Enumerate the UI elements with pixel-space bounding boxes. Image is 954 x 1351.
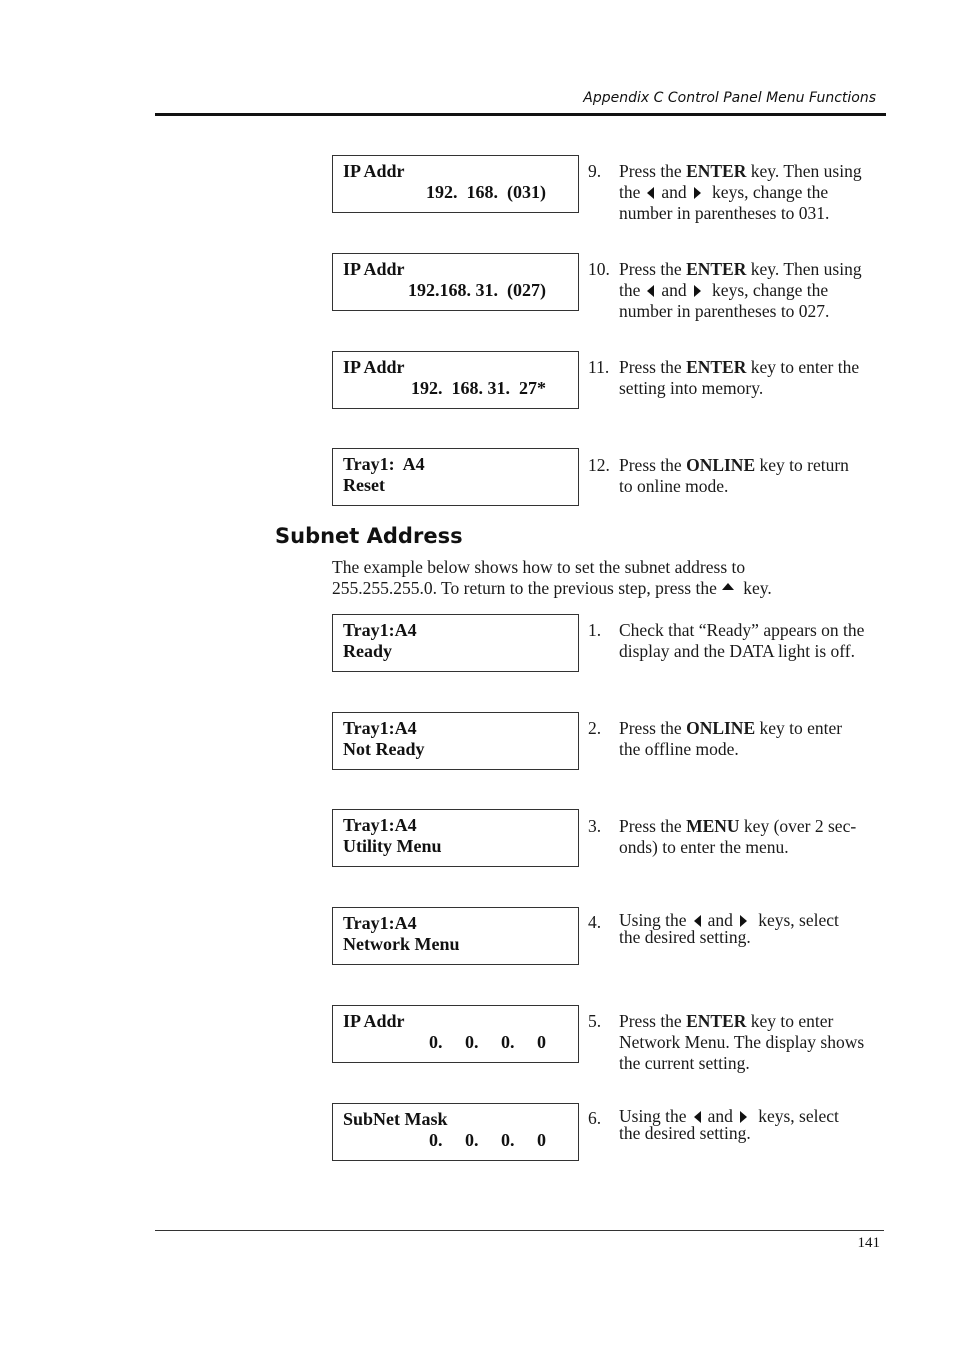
right-arrow-icon bbox=[694, 187, 701, 199]
lcd-line-2: Utility Menu bbox=[343, 836, 442, 856]
lcd-display bbox=[332, 1103, 579, 1161]
step-number: 4. bbox=[588, 912, 602, 932]
key-name: ENTER bbox=[686, 161, 747, 181]
lcd-display bbox=[332, 253, 579, 311]
step-text-part: keys, change the bbox=[707, 182, 829, 202]
step-number: 12. bbox=[588, 455, 610, 475]
step-text-part: keys, select bbox=[753, 1106, 839, 1126]
lcd-display bbox=[332, 351, 579, 409]
step-text-part: setting into memory. bbox=[619, 378, 764, 398]
lcd-line-1: SubNet Mask bbox=[343, 1109, 448, 1129]
lcd-display bbox=[332, 809, 579, 867]
step-text-part: Press the bbox=[619, 455, 687, 475]
step-number: 6. bbox=[588, 1108, 602, 1128]
step-text-part: and bbox=[707, 910, 733, 930]
step-text-part: Using the bbox=[619, 1106, 687, 1126]
lcd-line-1: Tray1:A4 bbox=[343, 815, 417, 835]
step-text-part: Press the bbox=[619, 1011, 687, 1031]
step-text-part: Press the bbox=[619, 357, 687, 377]
lcd-line-1: IP Addr bbox=[343, 259, 405, 279]
step-text-part: key to enter bbox=[755, 718, 843, 738]
left-arrow-icon bbox=[694, 1111, 701, 1123]
lcd-line-1: Tray1:A4 bbox=[343, 718, 417, 738]
step-text-part: keys, change the bbox=[707, 280, 829, 300]
step-text-part: key. Then using bbox=[746, 161, 862, 181]
step-text-part: and bbox=[661, 280, 687, 300]
step-number: 9. bbox=[588, 161, 602, 181]
step-text-part: Press the bbox=[619, 161, 687, 181]
step-text-part: number in parentheses to 031. bbox=[619, 203, 830, 223]
key-name: MENU bbox=[686, 816, 740, 836]
lcd-line-1: IP Addr bbox=[343, 161, 405, 181]
step-text bbox=[619, 161, 884, 224]
lcd-display bbox=[332, 155, 579, 213]
lcd-line-1: IP Addr bbox=[343, 357, 405, 377]
left-arrow-icon bbox=[647, 285, 654, 297]
step-text bbox=[619, 718, 884, 760]
key-name: ONLINE bbox=[686, 718, 756, 738]
step-text bbox=[619, 357, 884, 399]
step-text-part: key to enter the bbox=[746, 357, 860, 377]
step-text-part: Press the bbox=[619, 816, 687, 836]
step-number: 10. bbox=[588, 259, 610, 279]
lcd-line-1: Tray1:A4 bbox=[343, 913, 417, 933]
step-text-part: and bbox=[707, 1106, 733, 1126]
lcd-line-2: Ready bbox=[343, 641, 392, 661]
lcd-display bbox=[332, 448, 579, 506]
step-text-part: key. Then using bbox=[746, 259, 862, 279]
step-text-part: Network Menu. The display shows bbox=[619, 1032, 865, 1052]
lcd-display bbox=[332, 907, 579, 965]
intro-text: key. bbox=[738, 578, 772, 598]
step-text bbox=[619, 816, 884, 858]
footer-rule bbox=[155, 1230, 884, 1231]
key-name: ENTER bbox=[686, 259, 747, 279]
step-text-part: the desired setting. bbox=[619, 927, 751, 947]
running-header: Appendix C Control Panel Menu Functions bbox=[583, 90, 876, 106]
left-arrow-icon bbox=[694, 915, 701, 927]
lcd-display bbox=[332, 1005, 579, 1063]
step-text-part: Using the bbox=[619, 910, 687, 930]
step-text-part: key (over 2 sec- bbox=[739, 816, 857, 836]
lcd-line-2: 192. 168. 31. 27* bbox=[411, 378, 546, 398]
intro-text: 255.255.255.0. To return to the previous step, press the bbox=[332, 578, 717, 598]
step-text-part: number in parentheses to 027. bbox=[619, 301, 830, 321]
right-arrow-icon bbox=[740, 1111, 747, 1123]
lcd-line-2: Reset bbox=[343, 475, 385, 495]
step-text-part: display and the DATA light is off. bbox=[619, 641, 855, 661]
lcd-line-2: Network Menu bbox=[343, 934, 460, 954]
lcd-line-1: IP Addr bbox=[343, 1011, 405, 1031]
step-number: 2. bbox=[588, 718, 602, 738]
lcd-display bbox=[332, 712, 579, 770]
step-text-part: and bbox=[661, 182, 687, 202]
intro-paragraph bbox=[332, 557, 852, 599]
step-text-part: onds) to enter the menu. bbox=[619, 837, 789, 857]
step-number: 3. bbox=[588, 816, 602, 836]
step-text bbox=[619, 455, 884, 497]
step-text-part: Press the bbox=[619, 259, 687, 279]
key-name: ENTER bbox=[686, 1011, 747, 1031]
up-arrow-icon bbox=[722, 583, 734, 590]
step-text bbox=[619, 620, 884, 662]
step-text-part: the offline mode. bbox=[619, 739, 739, 759]
step-number: 5. bbox=[588, 1011, 602, 1031]
step-text-part: the current setting. bbox=[619, 1053, 750, 1073]
step-text bbox=[619, 1108, 884, 1142]
step-text-part: keys, select bbox=[753, 910, 839, 930]
key-name: ENTER bbox=[686, 357, 747, 377]
page-number: 141 bbox=[857, 1235, 880, 1251]
lcd-line-2: 192.168. 31. (027) bbox=[408, 280, 546, 300]
step-text-part: Check that “Ready” appears on the bbox=[619, 620, 865, 640]
lcd-line-1: Tray1:A4 bbox=[343, 620, 417, 640]
step-text bbox=[619, 1011, 884, 1074]
step-text-part: Press the bbox=[619, 718, 687, 738]
step-text bbox=[619, 912, 884, 946]
step-text bbox=[619, 259, 884, 322]
lcd-line-2: 0. 0. 0. 0 bbox=[429, 1032, 546, 1052]
step-text-part: the bbox=[619, 280, 641, 300]
lcd-line-1: Tray1: A4 bbox=[343, 454, 425, 474]
step-number: 11. bbox=[588, 357, 610, 377]
section-heading: Subnet Address bbox=[275, 524, 463, 548]
step-text-part: to online mode. bbox=[619, 476, 729, 496]
lcd-line-2: Not Ready bbox=[343, 739, 425, 759]
header-rule bbox=[155, 113, 886, 116]
right-arrow-icon bbox=[694, 285, 701, 297]
lcd-line-2: 192. 168. (031) bbox=[426, 182, 546, 202]
lcd-line-2: 0. 0. 0. 0 bbox=[429, 1130, 546, 1150]
intro-text: The example below shows how to set the subnet address to bbox=[332, 557, 746, 577]
step-text-part: key to return bbox=[755, 455, 849, 475]
lcd-display bbox=[332, 614, 579, 672]
step-text-part: the desired setting. bbox=[619, 1123, 751, 1143]
step-text-part: the bbox=[619, 182, 641, 202]
step-number: 1. bbox=[588, 620, 602, 640]
key-name: ONLINE bbox=[686, 455, 756, 475]
right-arrow-icon bbox=[740, 915, 747, 927]
left-arrow-icon bbox=[647, 187, 654, 199]
step-text-part: key to enter bbox=[746, 1011, 834, 1031]
